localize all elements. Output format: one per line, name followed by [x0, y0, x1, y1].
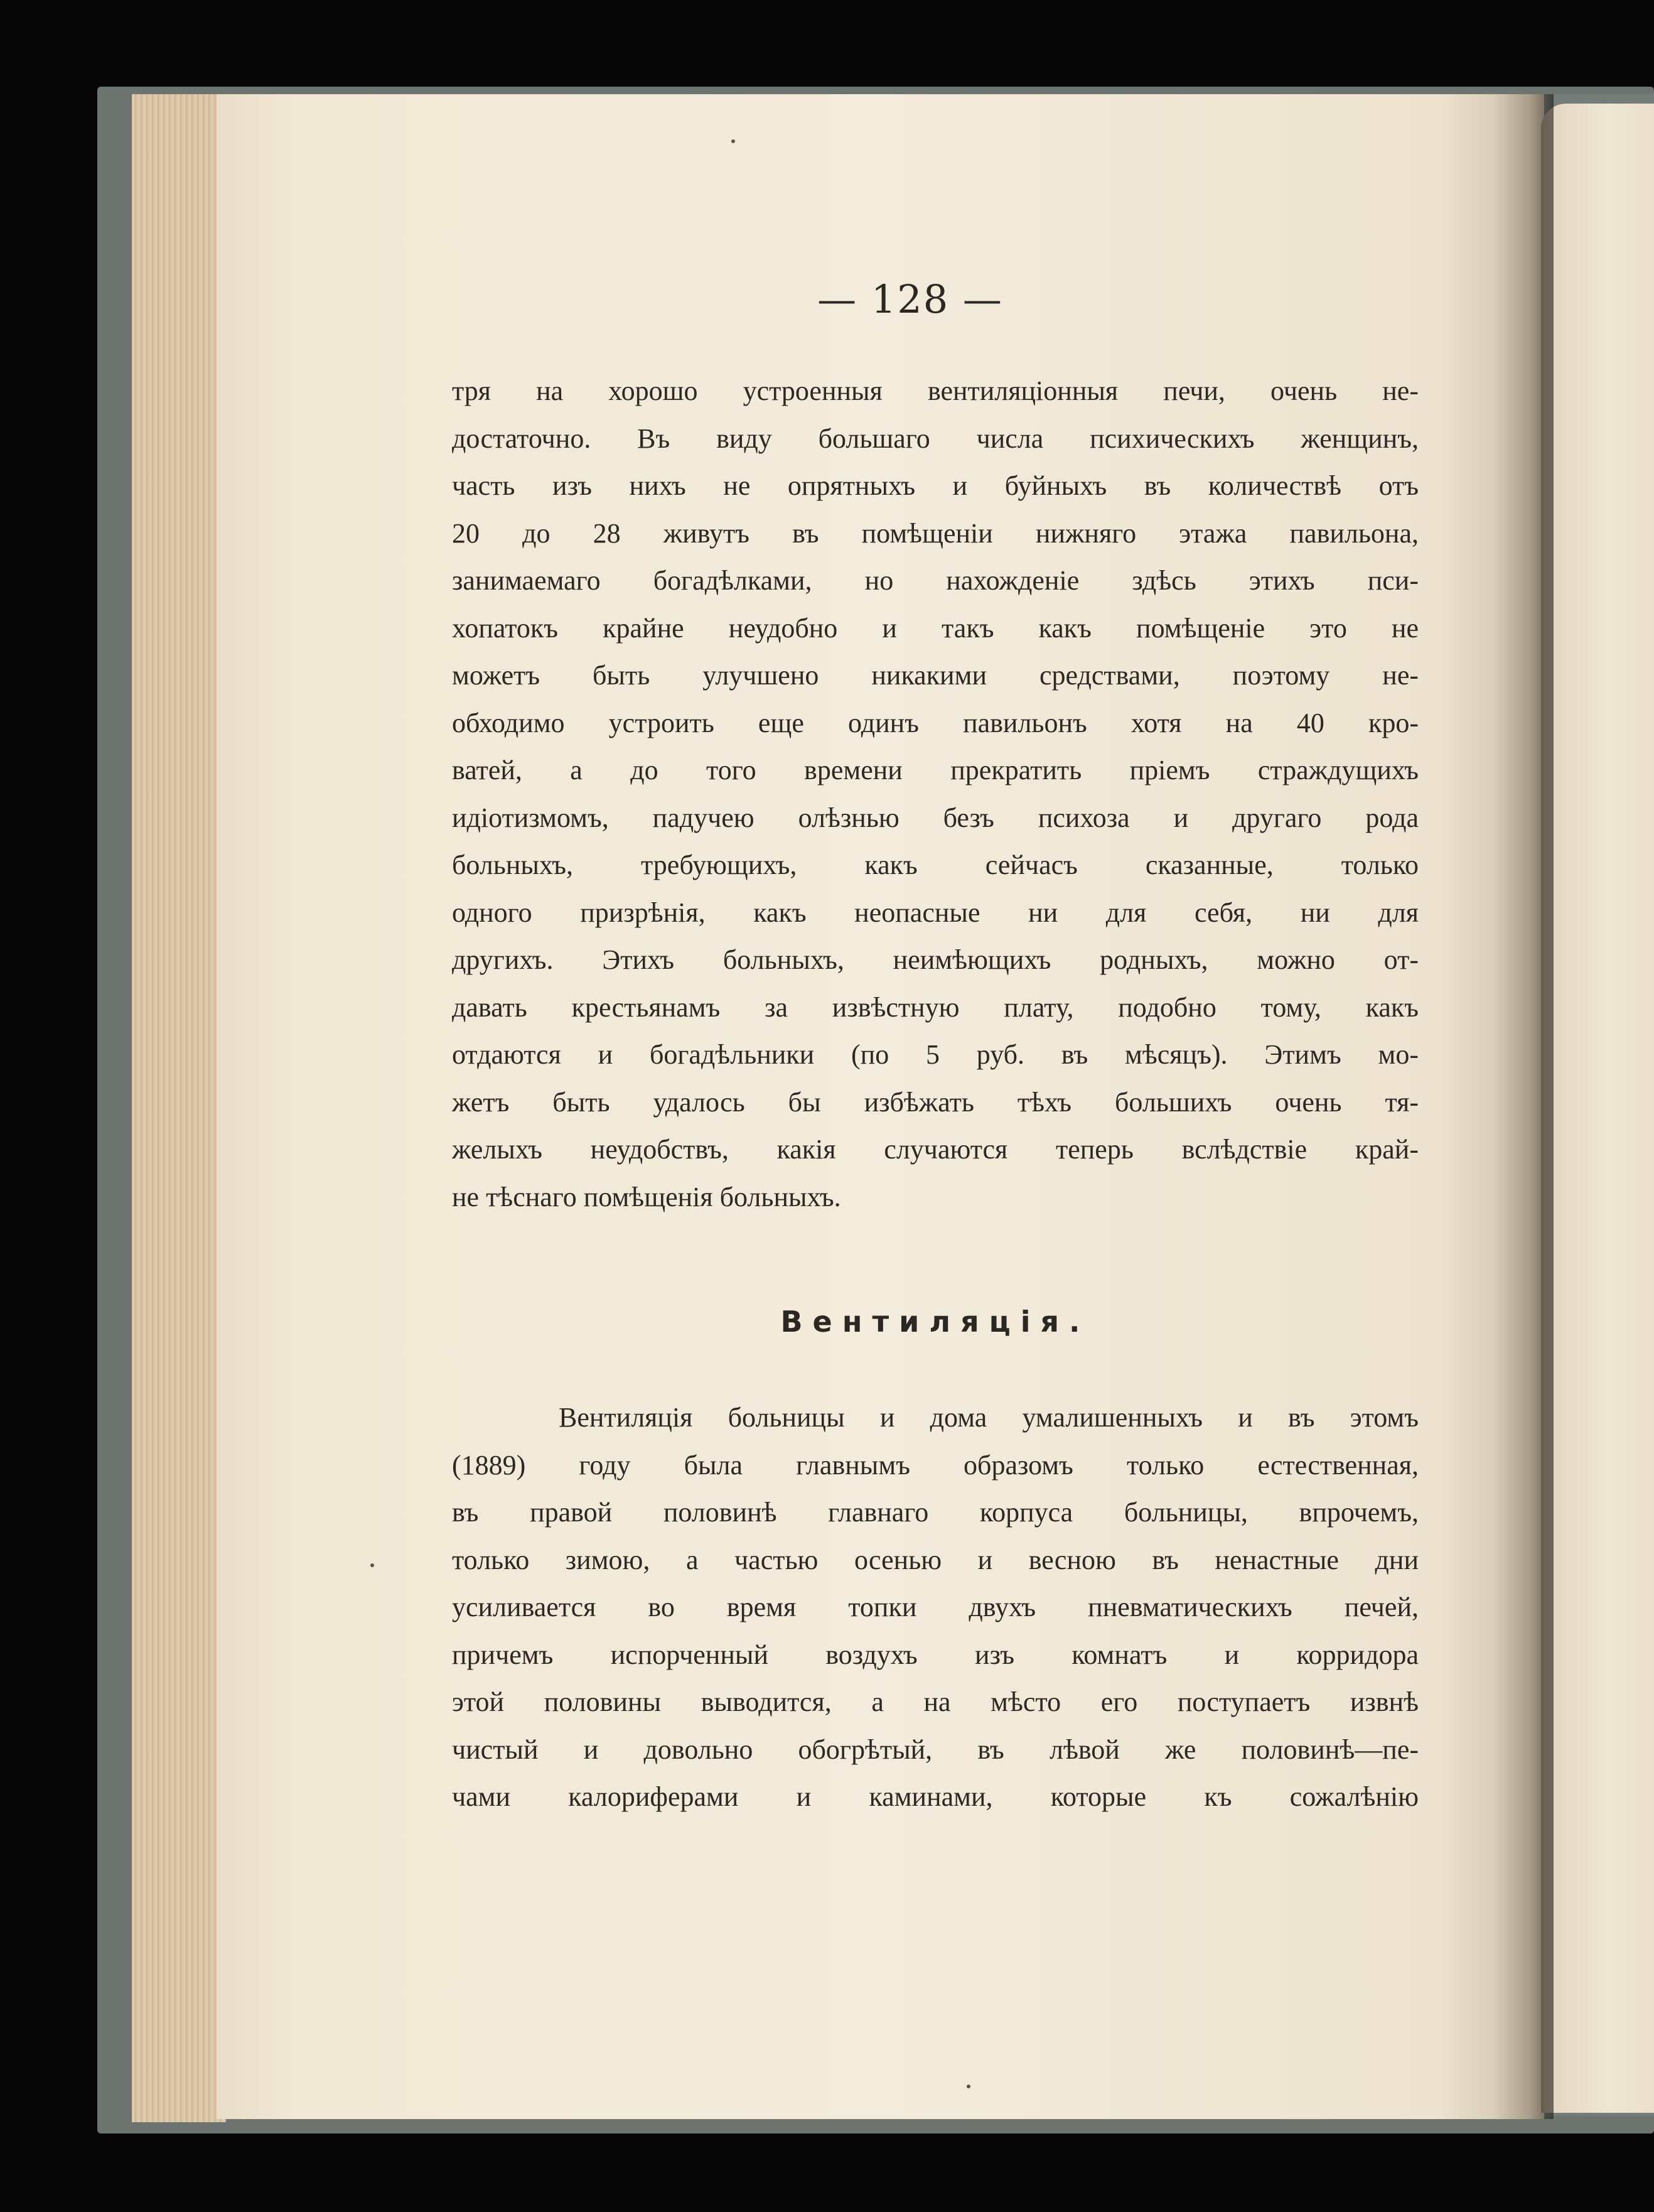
text-line: хопатокъ крайне неудобно и такъ какъ помѣщеніе это не [452, 612, 1419, 644]
text-line: отдаются и богадѣльники (по 5 руб. въ мѣсяцъ). Этимъ мо- [452, 1039, 1419, 1070]
text-line: можетъ быть улучшено никакими средствами, поэтому не- [452, 660, 1419, 691]
text-line: (1889) году была главнымъ образомъ только естественная, [452, 1449, 1419, 1481]
text-line: желыхъ неудобствъ, какія случаются теперь вслѣдствіе край- [452, 1134, 1419, 1165]
paper-speck [967, 2085, 970, 2088]
adjacent-page [1541, 104, 1654, 2113]
text-line: достаточно. Въ виду большаго числа психическихъ женщинъ, [452, 423, 1419, 454]
text-line: занимаемаго богадѣлками, но нахожденіе здѣсь этихъ пси- [452, 565, 1419, 596]
page-number: — 128 — [817, 276, 1003, 322]
text-line: Вентиляція больницы и дома умалишенныхъ и въ этомъ [559, 1402, 1419, 1433]
text-line: причемъ испорченный воздухъ изъ комнатъ и корридора [452, 1639, 1419, 1670]
text-line: не тѣснаго помѣщенія больныхъ. [452, 1181, 841, 1212]
paper-speck [370, 1563, 374, 1567]
text-line: обходимо устроить еще одинъ павильонъ хотя на 40 кро- [452, 707, 1419, 738]
text-line: только зимою, а частью осенью и весною въ ненастные дни [452, 1544, 1419, 1575]
page-block-edges [132, 94, 226, 2122]
text-line: 20 до 28 живутъ въ помѣщеніи нижняго этажа павильона, [452, 517, 1419, 549]
text-line: въ правой половинѣ главнаго корпуса больницы, впрочемъ, [452, 1497, 1419, 1528]
text-line: усиливается во время топки двухъ пневматическихъ печей, [452, 1592, 1419, 1622]
text-line: чами калориферами и каминами, которые къ сожалѣнію [452, 1781, 1419, 1812]
page-gutter-shadow [1494, 94, 1554, 2119]
paper-speck [731, 139, 735, 143]
text-line: ватей, а до того времени прекратить пріемъ страждущихъ [452, 755, 1419, 785]
text-line: жетъ быть удалось бы избѣжать тѣхъ большихъ очень тя- [452, 1086, 1419, 1118]
section-heading: Вентиляція. [780, 1305, 1090, 1339]
text-line: чистый и довольно обогрѣтый, въ лѣвой же половинѣ—пе- [452, 1734, 1419, 1765]
text-line: одного призрѣнія, какъ неопасные ни для себя, ни для [452, 897, 1419, 928]
text-line: идіотизмомъ, падучею олѣзнью безъ психоза и другаго рода [452, 802, 1419, 833]
text-line: другихъ. Этихъ больныхъ, неимѣющихъ родныхъ, можно от- [452, 944, 1419, 975]
text-line: больныхъ, требующихъ, какъ сейчасъ сказанные, только [452, 850, 1419, 880]
text-line: часть изъ нихъ не опрятныхъ и буйныхъ въ количествѣ отъ [452, 470, 1419, 501]
text-line: давать крестьянамъ за извѣстную плату, подобно тому, какъ [452, 991, 1419, 1023]
paragraph-1 [452, 367, 1419, 1221]
paragraph-2 [452, 1394, 1419, 1821]
text-line: тря на хорошо устроенныя вентиляціонныя печи, очень не- [452, 375, 1419, 406]
text-line: этой половины выводится, а на мѣсто его поступаетъ извнѣ [452, 1686, 1419, 1717]
